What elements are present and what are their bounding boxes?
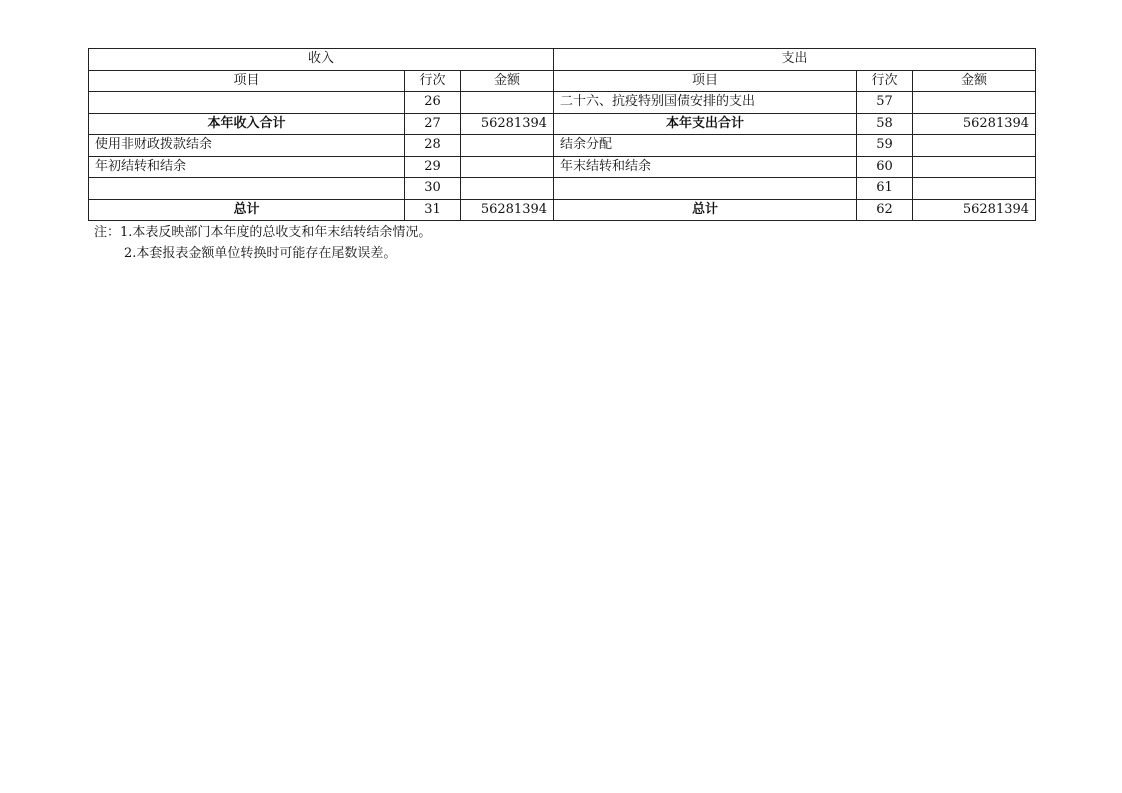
expense-row-no-cell: 60 (857, 156, 913, 178)
expense-amount-cell (913, 156, 1036, 178)
table-row (89, 156, 1036, 178)
income-amount-cell (461, 178, 554, 200)
expense-item-cell: 结余分配 (554, 135, 857, 157)
income-row-no-cell: 28 (405, 135, 461, 157)
column-header-row (89, 70, 1036, 92)
income-section-title: 收入 (89, 49, 554, 71)
income-item-cell: 本年收入合计 (89, 113, 405, 135)
table-row (89, 92, 1036, 114)
expense-item-header: 项目 (554, 70, 857, 92)
expense-item-cell: 本年支出合计 (554, 113, 857, 135)
footnote-2: 2.本套报表金额单位转换时可能存在尾数误差。 (124, 246, 397, 261)
income-amount-cell: 56281394 (461, 199, 554, 221)
income-row-no-header: 行次 (405, 70, 461, 92)
income-amount-cell (461, 135, 554, 157)
income-item-cell (89, 92, 405, 114)
income-expense-table (88, 48, 1036, 221)
income-item-cell: 使用非财政拨款结余 (89, 135, 405, 157)
expense-amount-cell: 56281394 (913, 113, 1036, 135)
expense-row-no-cell: 57 (857, 92, 913, 114)
income-row-no-cell: 26 (405, 92, 461, 114)
table-row (89, 113, 1036, 135)
table-row (89, 199, 1036, 221)
footnotes (94, 222, 431, 264)
income-item-cell (89, 178, 405, 200)
expense-item-cell: 二十六、抗疫特别国债安排的支出 (554, 92, 857, 114)
expense-row-no-cell: 62 (857, 199, 913, 221)
income-amount-cell (461, 92, 554, 114)
expense-amount-header: 金额 (913, 70, 1036, 92)
footnote-1: 注：1.本表反映部门本年度的总收支和年末结转结余情况。 (94, 225, 432, 240)
expense-section-title: 支出 (554, 49, 1036, 71)
expense-row-no-cell: 59 (857, 135, 913, 157)
expense-item-cell: 总计 (554, 199, 857, 221)
expense-item-cell (554, 178, 857, 200)
expense-amount-cell (913, 135, 1036, 157)
income-item-header: 项目 (89, 70, 405, 92)
table-row (89, 135, 1036, 157)
income-item-cell: 总计 (89, 199, 405, 221)
income-row-no-cell: 31 (405, 199, 461, 221)
income-row-no-cell: 30 (405, 178, 461, 200)
expense-amount-cell: 56281394 (913, 199, 1036, 221)
income-amount-cell: 56281394 (461, 113, 554, 135)
income-item-cell: 年初结转和结余 (89, 156, 405, 178)
expense-row-no-header: 行次 (857, 70, 913, 92)
expense-amount-cell (913, 92, 1036, 114)
income-amount-header: 金额 (461, 70, 554, 92)
income-row-no-cell: 29 (405, 156, 461, 178)
expense-row-no-cell: 58 (857, 113, 913, 135)
expense-row-no-cell: 61 (857, 178, 913, 200)
table-row (89, 178, 1036, 200)
income-row-no-cell: 27 (405, 113, 461, 135)
section-header-row (89, 49, 1036, 71)
expense-item-cell: 年末结转和结余 (554, 156, 857, 178)
expense-amount-cell (913, 178, 1036, 200)
income-amount-cell (461, 156, 554, 178)
